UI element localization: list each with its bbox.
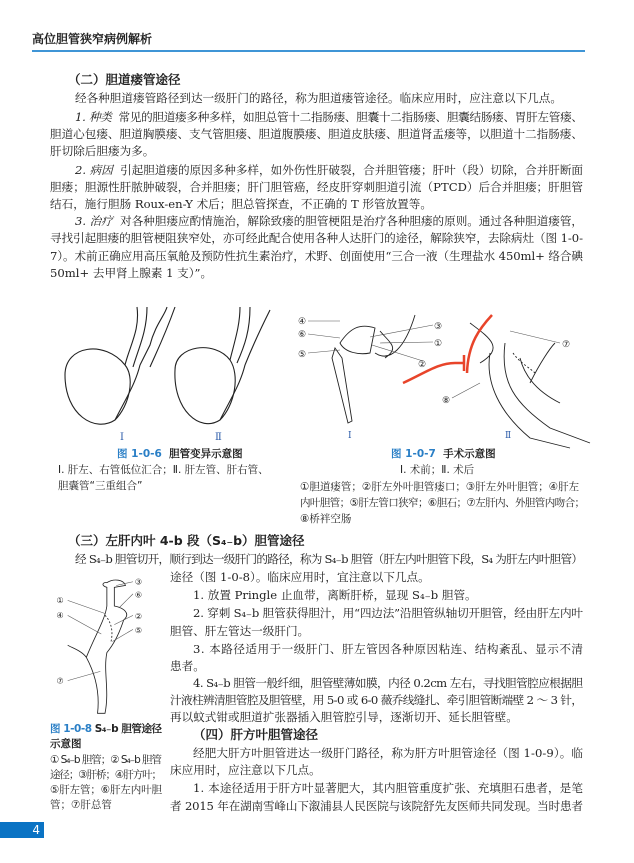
panel-label: Ⅱ — [505, 431, 512, 441]
text: 常见的胆道瘘多种多样，如胆总管十二指肠瘘、胆囊十二指肠瘘、胆囊结肠瘘、胃肝左管瘘、 — [118, 110, 583, 124]
list-item: 汁液柱辨清胆管腔及胆管壁，用 5-0 或 6-0 薇乔线缝扎、牵引胆管断端壁 2 ～ 3 针， — [170, 693, 583, 707]
list-item: 3. 本路径适用于一级肝门、肝左管因各种原因粘连、结构紊乱、显示不清 — [193, 642, 584, 656]
gallbladder-outline-2 — [175, 348, 235, 424]
list-item: 患者。 — [170, 659, 205, 673]
figure-title: 胆管变异示意图 — [169, 448, 243, 460]
figure-desc: Ⅰ. 肝左、右管低位汇合；Ⅱ. 肝左管、肝右管、 — [58, 464, 269, 476]
paragraph-line: 结石，施行胆肠 Roux-en-Y 术后；胆总管探查，不正确的 T 形管放置等。 — [50, 197, 432, 211]
figure-subtitle: Ⅰ. 术前；Ⅱ. 术后 — [400, 464, 475, 476]
item-label: 1. 种类 — [75, 110, 112, 124]
figure-number: 图 1-0-7 — [391, 448, 436, 460]
figure-desc: ⑤肝左管；⑥肝左内叶胆 — [50, 784, 162, 796]
list-item: 再以蚊式钳或胆道扩张器插入胆管腔引导，逐渐切开、延长胆管壁。 — [170, 710, 518, 724]
paragraph-line: 7）。术前正确应用高压氧舱及预防性抗生素治疗，术野、创面使用“三合一液（生理盐水 450ml+ 络合碘 — [50, 249, 583, 263]
marker: ③ — [134, 577, 142, 587]
marker: ⑤ — [298, 350, 307, 360]
marker: ⑥ — [134, 590, 142, 600]
paragraph-line — [75, 213, 583, 229]
paragraph-line: 经 S₄₋b 胆管切开，顺行到达一级肝门的路径，称为 S₄₋b 胆管（肝左内叶胆管下段，S₄ 为肝左内叶胆管） — [75, 552, 583, 566]
paragraph-line: 1. 本途径适用于肝方叶显著肥大，其内胆管重度扩张、充填胆石患者，是笔 — [193, 781, 584, 795]
marker: ⑤ — [134, 626, 142, 636]
marker: ④ — [298, 317, 307, 327]
paragraph-line — [75, 162, 583, 178]
header-divider — [32, 50, 585, 52]
figure-title-cont: 示意图 — [50, 738, 82, 750]
marker: ⑦ — [56, 676, 64, 686]
liver-duct-drawing — [332, 315, 415, 423]
page-number: 4 — [32, 823, 40, 837]
section-heading: （四）肝方叶胆管途径 — [193, 727, 319, 742]
figure-number: 图 1-0-6 — [117, 448, 162, 460]
section-heading: （三）左肝内叶 4-b 段（S₄₋b）胆管途径 — [68, 533, 305, 548]
paragraph-line: 床应用时，应注意以下几点。 — [170, 763, 321, 777]
marker: ① — [56, 596, 64, 606]
marker: ⑥ — [298, 330, 307, 340]
list-item: 1. 放置 Pringle 止血带，离断肝桥，显现 S₄₋b 胆管。 — [193, 588, 477, 602]
marker: ① — [434, 339, 443, 349]
paragraph-line: 途径（图 1-0-8）。临床应用时，宜注意以下几点。 — [170, 570, 430, 584]
marker: ② — [134, 612, 142, 622]
list-item: 胆管、肝左管达一级肝门。 — [170, 624, 310, 638]
marker: ③ — [434, 322, 443, 332]
figure-desc: 内叶胆管；⑤肝左管口狭窄；⑥胆石；⑦左肝内、外胆管内吻合； — [300, 497, 585, 509]
figure-caption — [391, 447, 496, 462]
figure-caption — [50, 722, 162, 737]
text: 对各种胆瘘应酌情施治，解除致瘘的胆管梗阻是治疗各种胆瘘的原则。通过各种胆道瘘管， — [120, 214, 583, 228]
figure-desc: ①胆道瘘管；②肝左外叶胆管瘘口；③肝左外叶胆管；④肝左 — [300, 481, 580, 493]
figure-desc: 胆囊管“三重组合” — [58, 480, 143, 492]
paragraph-line: 经肥大肝方叶胆管进达一级肝门路径，称为肝方叶胆管途径（图 1-0-9）。临 — [193, 746, 584, 760]
item-label: 2. 病因 — [75, 163, 113, 177]
marker: ⑦ — [562, 340, 571, 350]
paragraph-line: 50ml+ 去甲肾上腺素 1 支）”。 — [50, 266, 213, 280]
bile-duct-drawing — [68, 580, 127, 713]
page-number-badge — [0, 822, 44, 838]
item-label: 3. 治疗 — [75, 214, 113, 228]
figure-desc: 途径；③肝桥；④肝方叶； — [50, 769, 161, 781]
list-item: 2. 穿刺 S₄₋b 胆管获得胆汁，用“四边法”沿胆管纵轴切开胆管，经由肝左内叶 — [193, 606, 583, 620]
marker: ④ — [56, 611, 64, 621]
panel-label: Ⅱ — [215, 432, 222, 443]
incision-line — [403, 363, 465, 383]
panel-label: Ⅰ — [348, 431, 352, 441]
paragraph-line: 胆瘘；胆源性肝脓肿破裂，合并胆瘘；肝门胆管癌，经皮肝穿刺胆道引流（PTCD）后合并胆瘘；肝胆管 — [50, 180, 584, 194]
figure-desc: 管；⑦肝总管 — [50, 799, 112, 811]
paragraph-line: 寻找引起胆瘘的胆管梗阻狭窄处，亦可经此配合使用各种人达肝门的途径，解除狭窄，去除病灶（图 1-0- — [50, 231, 583, 245]
paragraph-line: 经各种胆道瘘管路径到达一级肝门的路径，称为胆道瘘管途径。临床应用时，应注意以下几点。 — [75, 91, 562, 105]
figure-1-0-6-drawing — [55, 305, 280, 445]
gallbladder-outline — [65, 349, 130, 424]
text: 引起胆道瘘的原因多种多样，如外伤性肝破裂，合并胆管瘘；肝叶（段）切除，合并肝断面 — [120, 163, 583, 177]
panel-label: Ⅰ — [120, 432, 124, 443]
paragraph-line: 胆道心包瘘、胆道胸膜瘘、支气管胆瘘、胆道腹膜瘘、胆道皮肤瘘、胆道肾盂瘘等，以胆道十二指肠瘘、 — [50, 127, 583, 141]
figure-number: 图 1-0-8 — [50, 723, 92, 735]
figure-desc: ① S₄₋b 胆管；② S₄₋b 胆管 — [50, 754, 161, 766]
incision-line — [464, 315, 492, 373]
section-heading: （二）胆道瘘管途径 — [68, 72, 181, 87]
duct-right-variant — [220, 307, 270, 420]
jejunum-loop — [470, 323, 590, 448]
figure-title: S₄₋b 胆管途径 — [94, 723, 162, 735]
figure-caption — [117, 447, 243, 462]
marker: ⑧ — [442, 396, 451, 406]
figure-desc: ⑧桥袢空肠 — [300, 513, 352, 525]
figure-1-0-7-drawing — [290, 303, 600, 448]
marker: ② — [418, 360, 427, 370]
figure-title: 手术示意图 — [443, 448, 496, 460]
paragraph-line: 肝切除后胆瘘为多。 — [50, 144, 155, 158]
paragraph-line — [75, 109, 583, 125]
list-item: 4. S₄₋b 胆管一般纤细，胆管壁薄如膜，内径 0.2cm 左右，寻找胆管腔应根据胆 — [193, 676, 583, 690]
paragraph-line: 者 2015 年在湖南雪峰山下溆浦县人民医院与该院舒先友医师共同发现。当时患者 — [170, 799, 583, 813]
running-header: 高位胆管狭窄病例解析 — [32, 32, 153, 46]
figure-1-0-8-drawing — [45, 578, 165, 718]
